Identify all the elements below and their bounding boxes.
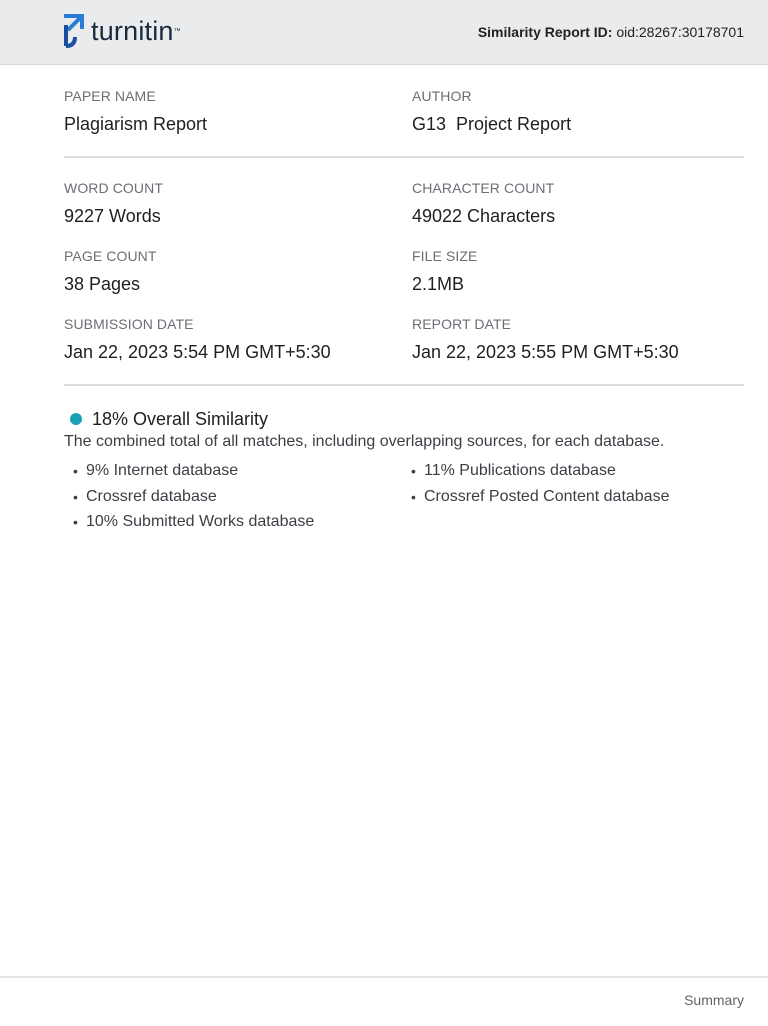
overall-similarity-title: 18% Overall Similarity bbox=[92, 409, 269, 429]
page-count-field bbox=[64, 248, 394, 294]
database-item-label: 9% Internet database bbox=[86, 462, 239, 479]
turnitin-logo-icon bbox=[62, 13, 88, 49]
logo-wordmark: turnitin bbox=[91, 15, 174, 46]
overall-similarity-heading bbox=[70, 409, 268, 429]
word-count-label: WORD COUNT bbox=[64, 180, 163, 196]
list-item bbox=[64, 461, 394, 487]
list-item bbox=[402, 487, 742, 513]
submission-date-label: SUBMISSION DATE bbox=[64, 316, 194, 332]
author-field bbox=[412, 88, 742, 134]
report-date-label: REPORT DATE bbox=[412, 316, 512, 332]
similarity-indicator-dot bbox=[70, 413, 82, 425]
page-count-label: PAGE COUNT bbox=[64, 248, 157, 264]
bullet: • bbox=[73, 463, 78, 479]
page-count-value: 38 Pages bbox=[64, 274, 141, 294]
report-id-value: oid:28267:30178701 bbox=[616, 24, 744, 40]
file-size-value: 2.1MB bbox=[412, 274, 465, 294]
database-item-label: Crossref database bbox=[86, 487, 217, 505]
file-size-label: FILE SIZE bbox=[412, 248, 478, 264]
list-item bbox=[402, 461, 742, 487]
report-header bbox=[0, 0, 768, 65]
character-count-value: 49022 Characters bbox=[412, 206, 556, 226]
database-list-left bbox=[64, 461, 394, 538]
similarity-report-id bbox=[478, 24, 744, 40]
submission-date-field bbox=[64, 316, 394, 362]
character-count-label: CHARACTER COUNT bbox=[412, 180, 555, 196]
list-item bbox=[64, 487, 394, 513]
report-date-value: Jan 22, 2023 5:55 PM GMT+5:30 bbox=[412, 342, 679, 362]
author-label: AUTHOR bbox=[412, 88, 472, 104]
turnitin-logo bbox=[62, 13, 181, 49]
paper-name-label: PAPER NAME bbox=[64, 88, 156, 104]
bullet: • bbox=[411, 488, 416, 505]
divider bbox=[64, 384, 744, 386]
file-size-field bbox=[412, 248, 742, 294]
bullet: • bbox=[73, 488, 78, 505]
word-count-field bbox=[64, 180, 394, 226]
database-list-right bbox=[402, 461, 742, 512]
logo-trademark: ™ bbox=[173, 27, 181, 35]
page-footer bbox=[0, 976, 768, 1026]
database-item-label: 11% Publications database bbox=[424, 462, 616, 479]
list-item bbox=[64, 512, 394, 538]
paper-name-field bbox=[64, 88, 394, 134]
bullet: • bbox=[73, 514, 78, 530]
character-count-field bbox=[412, 180, 742, 226]
report-date-field bbox=[412, 316, 742, 362]
paper-name-value: Plagiarism Report bbox=[64, 114, 208, 134]
author-value: G13 Project Report bbox=[412, 114, 572, 134]
submission-date-value: Jan 22, 2023 5:54 PM GMT+5:30 bbox=[64, 342, 331, 362]
word-count-value: 9227 Words bbox=[64, 206, 161, 226]
footer-summary-label: Summary bbox=[684, 992, 744, 1008]
report-id-label: Similarity Report ID: bbox=[477, 24, 613, 40]
similarity-description: The combined total of all matches, including overlapping sources, for each database. bbox=[64, 433, 665, 450]
database-item-label: 10% Submitted Works database bbox=[86, 513, 315, 530]
divider bbox=[64, 156, 744, 158]
bullet: • bbox=[411, 463, 416, 479]
database-item-label: Crossref Posted Content database bbox=[424, 487, 670, 505]
